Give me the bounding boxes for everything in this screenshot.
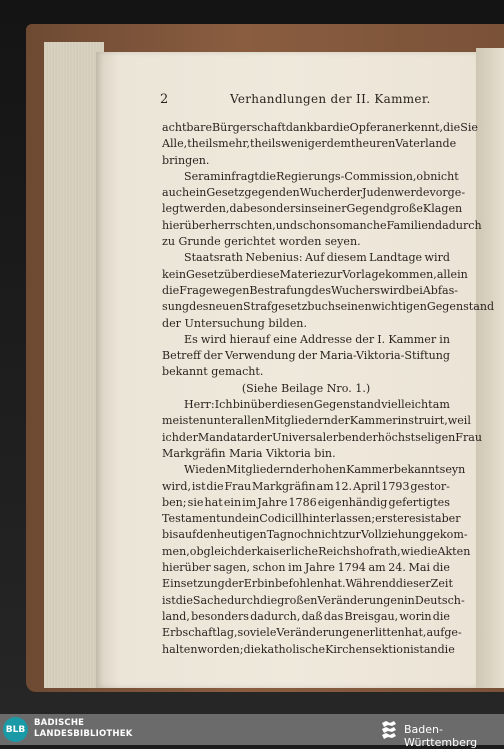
word: Alle, bbox=[162, 137, 188, 151]
text-line bbox=[162, 576, 453, 592]
word: Erbin bbox=[243, 577, 275, 591]
word: achtbare bbox=[162, 121, 213, 134]
word: befohlen bbox=[274, 577, 324, 591]
word: hierüber bbox=[162, 218, 211, 232]
word: die bbox=[332, 121, 350, 134]
word: Strafgesetzbuchs bbox=[243, 300, 341, 314]
word: weil bbox=[447, 414, 471, 428]
word: men, bbox=[162, 544, 190, 558]
page-number: 2 bbox=[160, 92, 169, 107]
text-line bbox=[162, 397, 450, 413]
word: die bbox=[432, 561, 450, 575]
word: I. bbox=[377, 332, 386, 346]
word: ich bbox=[162, 430, 179, 444]
word: Mai bbox=[408, 561, 431, 575]
word: Bestrafung bbox=[249, 283, 312, 297]
word: Akten bbox=[437, 544, 471, 558]
word: Erbschaft bbox=[162, 626, 217, 640]
word: Universalerben bbox=[272, 430, 359, 444]
word: weniger bbox=[280, 137, 327, 151]
word: die bbox=[437, 642, 455, 656]
word: großen bbox=[277, 593, 318, 607]
word: über bbox=[223, 267, 251, 281]
word: 24. bbox=[388, 561, 406, 575]
word: Codicill bbox=[259, 512, 302, 526]
text-line: bringen. bbox=[162, 153, 210, 167]
word: gefertigtes bbox=[388, 495, 450, 509]
word: Auf bbox=[305, 251, 325, 265]
word: besonders bbox=[191, 609, 249, 623]
word: Während bbox=[345, 577, 396, 591]
facing-page-edge bbox=[476, 48, 504, 688]
word: worden; bbox=[197, 642, 244, 656]
word: Frau bbox=[455, 430, 483, 444]
word: theils bbox=[250, 137, 281, 151]
word: einen bbox=[340, 300, 372, 314]
word: der bbox=[203, 349, 223, 363]
word: heutigen bbox=[217, 528, 267, 542]
text-line bbox=[162, 120, 478, 136]
word: hierauf bbox=[229, 332, 270, 346]
word: die bbox=[258, 169, 277, 183]
word: kommen, bbox=[385, 267, 437, 281]
word: wird bbox=[200, 332, 227, 346]
word: Frau bbox=[224, 479, 252, 493]
word: Landtage bbox=[369, 251, 423, 265]
word: aber bbox=[434, 512, 461, 526]
word: Maria-Viktoria-Stiftung bbox=[319, 349, 450, 363]
word: ist bbox=[421, 512, 435, 526]
word: erlitten bbox=[363, 626, 405, 640]
word: große bbox=[389, 202, 423, 216]
word: diesen bbox=[276, 398, 314, 412]
text-line bbox=[162, 609, 450, 625]
word: ein bbox=[241, 512, 260, 526]
text-line bbox=[162, 642, 455, 658]
word: ist bbox=[410, 642, 424, 656]
state-name[interactable]: Baden-Württemberg bbox=[404, 723, 478, 749]
word: sung bbox=[162, 300, 190, 314]
word: ein bbox=[223, 495, 242, 509]
word: wird bbox=[380, 283, 406, 297]
word: 1786 bbox=[288, 495, 317, 509]
word: Herr: bbox=[184, 398, 215, 412]
word: dadurch bbox=[435, 218, 482, 232]
word: Zeit bbox=[430, 577, 453, 591]
word: land, bbox=[162, 609, 190, 623]
word: Juden bbox=[362, 186, 395, 200]
word: Mitgliedern bbox=[226, 463, 293, 477]
word: Gegend bbox=[346, 202, 390, 216]
word: so bbox=[330, 218, 343, 232]
word: Kammer bbox=[349, 414, 398, 428]
word: Es bbox=[184, 332, 198, 346]
word: sie bbox=[187, 495, 204, 509]
text-line bbox=[162, 560, 450, 576]
word: allen bbox=[237, 414, 265, 428]
word: daß bbox=[301, 609, 323, 623]
text-line bbox=[162, 283, 459, 299]
word: Kammer bbox=[388, 332, 437, 346]
word: zur bbox=[342, 528, 361, 542]
word: Mandatar bbox=[197, 430, 254, 444]
word: ersteres bbox=[375, 512, 422, 526]
word: der bbox=[355, 332, 375, 346]
word: eine bbox=[273, 332, 297, 346]
word: Jahre bbox=[304, 561, 335, 575]
word: der bbox=[178, 430, 198, 444]
word: die bbox=[443, 121, 461, 134]
word: vielleicht bbox=[381, 398, 433, 412]
word: Sie bbox=[460, 121, 478, 134]
page-edges bbox=[44, 42, 104, 688]
text-line: zu Grunde gerichtet worden seyen. bbox=[162, 235, 361, 249]
word: bekannt bbox=[393, 463, 440, 477]
word: hohen bbox=[311, 463, 347, 477]
word: 1793 bbox=[381, 479, 410, 493]
word: den bbox=[196, 528, 218, 542]
library-name-line1: BADISCHE bbox=[34, 718, 85, 728]
word: die bbox=[206, 479, 224, 493]
text-line bbox=[162, 332, 450, 348]
word: Deutsch- bbox=[414, 593, 465, 607]
word: instruirt, bbox=[397, 414, 448, 428]
word: schon bbox=[252, 561, 286, 575]
word: unter bbox=[206, 414, 238, 428]
word: Verwendung bbox=[224, 349, 296, 363]
word: Gesetz bbox=[185, 267, 224, 281]
word: theuren bbox=[350, 137, 396, 151]
word: Mitgliedern bbox=[264, 414, 331, 428]
word: hinterlassen; bbox=[301, 512, 376, 526]
word: theils bbox=[187, 137, 219, 151]
page-header bbox=[160, 92, 460, 110]
text-line bbox=[162, 511, 461, 527]
text-line bbox=[162, 479, 450, 495]
word: Seramin bbox=[184, 169, 232, 183]
word: Wie bbox=[184, 463, 206, 477]
word: Testament bbox=[162, 512, 221, 526]
word: sagen, bbox=[213, 561, 250, 575]
word: ob bbox=[416, 169, 431, 183]
word: wird bbox=[424, 251, 450, 265]
word: die bbox=[420, 544, 438, 558]
word: Wucher bbox=[299, 186, 344, 200]
library-name-line2: LANDESBIBLIOTHEK bbox=[34, 729, 133, 739]
word: das bbox=[323, 609, 344, 623]
text-line: (Siehe Beilage Nro. 1.) bbox=[241, 381, 371, 395]
text-line bbox=[162, 544, 471, 560]
word: nicht bbox=[430, 169, 459, 183]
word: so bbox=[237, 626, 250, 640]
word: der bbox=[298, 349, 318, 363]
word: und bbox=[275, 218, 298, 232]
word: in bbox=[439, 332, 450, 346]
text-line bbox=[162, 462, 466, 478]
text-line: bekannt gemacht. bbox=[162, 365, 264, 379]
word: ist bbox=[162, 593, 176, 607]
word: Vollziehung bbox=[360, 528, 427, 542]
word: hat, bbox=[404, 626, 427, 640]
word: den bbox=[205, 463, 227, 477]
word: im bbox=[242, 495, 257, 509]
word: ben; bbox=[162, 495, 187, 509]
word: obgleich bbox=[189, 544, 238, 558]
word: Kirchensektion bbox=[325, 642, 411, 656]
word: Vorlage bbox=[342, 267, 386, 281]
word: Ich bbox=[214, 398, 233, 412]
word: Regierungs-Commission, bbox=[276, 169, 417, 183]
word: in bbox=[300, 202, 312, 216]
word: seyn bbox=[439, 463, 466, 477]
text-line bbox=[162, 185, 466, 201]
word: wie bbox=[400, 544, 421, 558]
word: der bbox=[343, 186, 362, 200]
word: herrschten, bbox=[210, 218, 276, 232]
word: diesem bbox=[326, 251, 367, 265]
word: neuen bbox=[208, 300, 244, 314]
word: der bbox=[292, 463, 312, 477]
word: Jahre bbox=[257, 495, 288, 509]
word: Frage bbox=[179, 283, 213, 297]
text-line bbox=[162, 527, 468, 543]
word: Einsetzung bbox=[162, 577, 225, 591]
word: diese bbox=[250, 267, 280, 281]
word: Opfer bbox=[349, 121, 382, 134]
text-line: der Untersuchung bilden. bbox=[162, 316, 307, 330]
word: nicht bbox=[314, 528, 343, 542]
word: noch bbox=[286, 528, 315, 542]
word: höchstseligen bbox=[377, 430, 456, 444]
word: Wuchers bbox=[331, 283, 381, 297]
text-line bbox=[162, 625, 462, 641]
word: der bbox=[224, 577, 244, 591]
blb-logo[interactable]: BLB bbox=[3, 717, 28, 742]
word: legt bbox=[162, 202, 184, 216]
word: wird, bbox=[162, 479, 191, 493]
word: worin bbox=[399, 609, 432, 623]
text-line bbox=[162, 348, 450, 364]
word: in bbox=[404, 593, 415, 607]
word: halten bbox=[162, 642, 198, 656]
word: Nebenius: bbox=[245, 251, 303, 265]
word: aufge- bbox=[426, 626, 462, 640]
word: hat bbox=[204, 495, 223, 509]
word: Familien bbox=[386, 218, 436, 232]
text-line bbox=[162, 299, 495, 315]
word: die bbox=[162, 283, 180, 297]
word: bis bbox=[162, 528, 179, 542]
word: Markgräfin bbox=[252, 479, 316, 493]
word: manche bbox=[342, 218, 387, 232]
text-line bbox=[162, 593, 465, 609]
word: Klagen bbox=[422, 202, 463, 216]
word: bei bbox=[405, 283, 423, 297]
running-title: Verhandlungen der II. Kammer. bbox=[230, 92, 431, 106]
word: Materie bbox=[279, 267, 325, 281]
text-line bbox=[162, 218, 482, 234]
word: kaiserliche bbox=[256, 544, 319, 558]
word: der bbox=[253, 430, 273, 444]
word: auch bbox=[162, 186, 190, 200]
word: da bbox=[229, 202, 244, 216]
word: werde bbox=[394, 186, 430, 200]
word: wichtigen bbox=[371, 300, 427, 314]
library-name[interactable] bbox=[34, 718, 133, 740]
footer-bar bbox=[0, 714, 504, 749]
word: ein bbox=[189, 186, 207, 200]
word: am bbox=[368, 561, 386, 575]
word: an bbox=[423, 642, 438, 656]
word: dem bbox=[326, 137, 351, 151]
word: der bbox=[237, 544, 257, 558]
word: ist bbox=[191, 479, 206, 493]
word: werden, bbox=[183, 202, 230, 216]
word: Gegenstand bbox=[313, 398, 382, 412]
word: meisten bbox=[162, 414, 207, 428]
word: gekom- bbox=[426, 528, 468, 542]
word: im bbox=[288, 561, 303, 575]
word: Veränderungen bbox=[317, 593, 405, 607]
word: lag, bbox=[216, 626, 238, 640]
word: Vaterlande bbox=[395, 137, 457, 151]
text-line bbox=[162, 430, 483, 446]
text-line bbox=[162, 495, 450, 511]
word: Betreff bbox=[162, 349, 201, 363]
word: fragt bbox=[231, 169, 259, 183]
word: dieser bbox=[395, 577, 431, 591]
word: die bbox=[243, 642, 261, 656]
word: gegen bbox=[244, 186, 279, 200]
baden-wuerttemberg-lions-icon bbox=[380, 719, 398, 740]
text-line bbox=[162, 267, 468, 283]
word: hierüber bbox=[162, 561, 211, 575]
word: April bbox=[352, 479, 381, 493]
text-line bbox=[162, 136, 457, 152]
word: Abfas- bbox=[422, 283, 459, 297]
word: seiner bbox=[311, 202, 347, 216]
text-line bbox=[162, 250, 450, 266]
word: hat. bbox=[323, 577, 346, 591]
word: Kammer bbox=[346, 463, 394, 477]
word: Gegenstand bbox=[426, 300, 495, 314]
word: am bbox=[432, 398, 450, 412]
word: vorge- bbox=[429, 186, 466, 200]
word: eigenhändig bbox=[317, 495, 388, 509]
word: Bürgerschaft bbox=[212, 121, 286, 134]
word: Staatsrath bbox=[184, 251, 243, 265]
word: auf bbox=[178, 528, 197, 542]
word: zur bbox=[324, 267, 343, 281]
body-text bbox=[162, 120, 495, 658]
word: 12. bbox=[334, 479, 353, 493]
word: der bbox=[330, 414, 350, 428]
text-line bbox=[162, 201, 463, 217]
word: viele bbox=[249, 626, 277, 640]
word: Gesetz bbox=[206, 186, 245, 200]
word: wegen bbox=[212, 283, 250, 297]
word: am bbox=[316, 479, 334, 493]
word: katholische bbox=[260, 642, 326, 656]
text-line: Markgräfin Maria Viktoria bin. bbox=[162, 446, 336, 460]
word: den bbox=[278, 186, 300, 200]
word: Addresse bbox=[300, 332, 353, 346]
word: der bbox=[358, 430, 378, 444]
word: Tag bbox=[266, 528, 287, 542]
word: Reichshofrath, bbox=[318, 544, 401, 558]
word: des bbox=[311, 283, 332, 297]
word: und bbox=[220, 512, 242, 526]
word: allein bbox=[436, 267, 468, 281]
word: die bbox=[175, 593, 193, 607]
word: die bbox=[259, 593, 278, 607]
word: Breisgau, bbox=[344, 609, 399, 623]
word: des bbox=[189, 300, 209, 314]
word: Sache bbox=[192, 593, 228, 607]
text-line bbox=[162, 169, 459, 185]
word: anerkennt, bbox=[381, 121, 444, 134]
word: besonders bbox=[243, 202, 301, 216]
word: durch bbox=[227, 593, 260, 607]
word: über bbox=[250, 398, 277, 412]
word: 1794 bbox=[337, 561, 366, 575]
word: gestor- bbox=[410, 479, 450, 493]
word: dankbar bbox=[285, 121, 333, 134]
word: mehr, bbox=[218, 137, 251, 151]
word: Veränderungen bbox=[276, 626, 364, 640]
word: bin bbox=[232, 398, 251, 412]
text-line bbox=[162, 413, 471, 429]
word: die bbox=[432, 609, 450, 623]
word: dadurch, bbox=[250, 609, 301, 623]
word: kein bbox=[162, 267, 186, 281]
word: schon bbox=[297, 218, 331, 232]
